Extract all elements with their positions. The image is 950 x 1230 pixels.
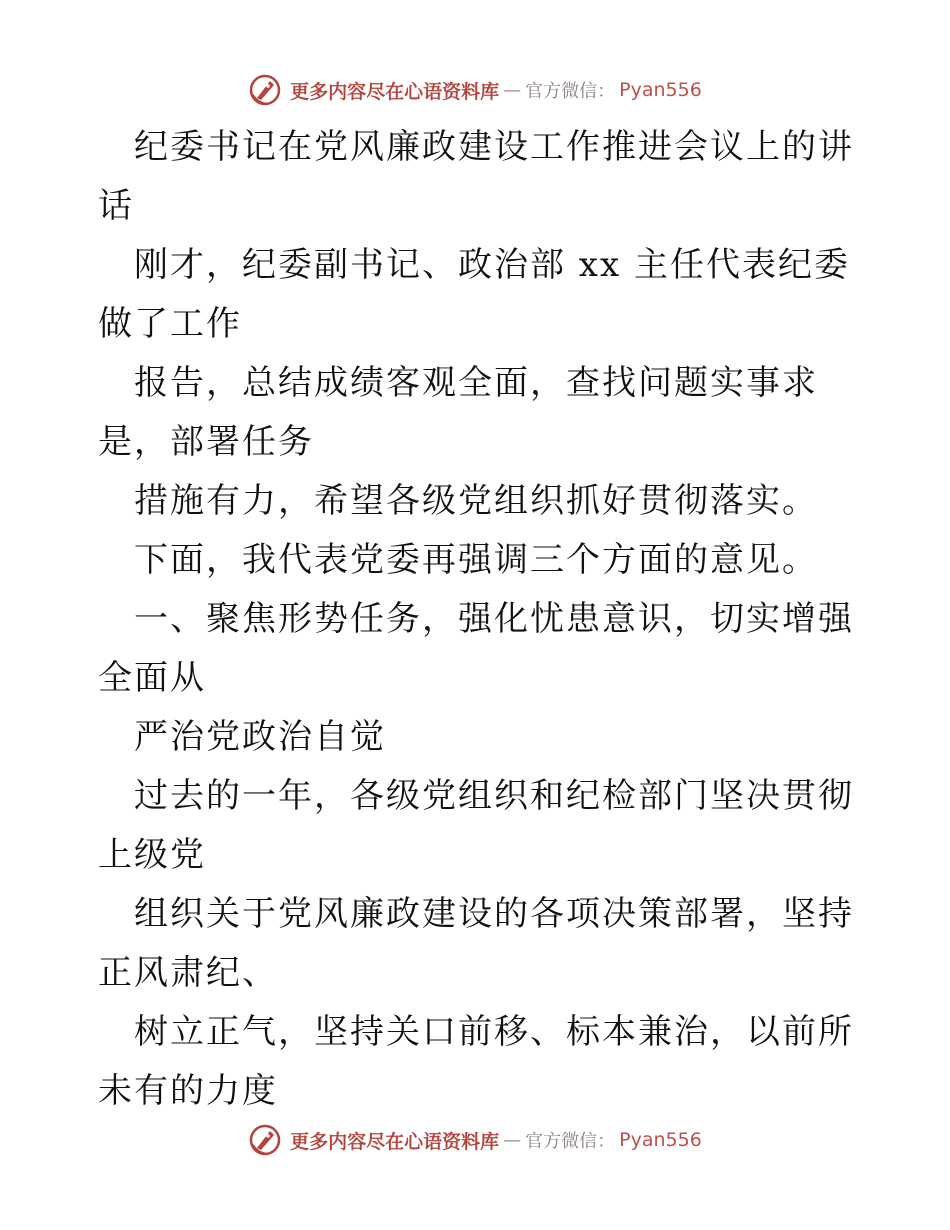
banner-separator: — [503, 1129, 522, 1151]
section-heading: 一、聚焦形势任务，强化忧患意识，切实增强全面从 [98, 599, 854, 698]
banner-wechat-label: 官方微信： [525, 1131, 616, 1152]
header-banner [0, 70, 950, 110]
banner-wechat-label: 官方微信： [525, 81, 616, 102]
pen-nib-logo-icon [248, 73, 282, 107]
banner-wechat-id: Pyan556 [619, 1129, 702, 1151]
paragraph: 刚才，纪委副书记、政治部 xx 主任代表纪委做了工作 [98, 245, 850, 344]
footer-banner [0, 1120, 950, 1160]
paragraph: 过去的一年，各级党组织和纪检部门坚决贯彻上级党 [98, 776, 854, 875]
banner-wechat-id: Pyan556 [619, 79, 702, 101]
paragraph: 措施有力，希望各级党组织抓好贯彻落实。 [134, 481, 818, 521]
paragraph: 树立正气，坚持关口前移、标本兼治，以前所未有的力度 [98, 1012, 854, 1111]
document-title: 纪委书记在党风廉政建设工作推进会议上的讲话 [98, 127, 854, 226]
pen-nib-logo-icon [248, 1123, 282, 1157]
banner-title: 更多内容尽在心语资料库 [290, 1130, 500, 1153]
document-body [98, 118, 858, 1121]
banner-separator: — [503, 79, 522, 101]
section-heading-continued: 严治党政治自觉 [134, 717, 386, 757]
paragraph: 组织关于党风廉政建设的各项决策部署，坚持正风肃纪、 [98, 894, 854, 993]
paragraph: 报告，总结成绩客观全面，查找问题实事求是，部署任务 [98, 363, 818, 462]
banner-title: 更多内容尽在心语资料库 [290, 80, 500, 103]
paragraph: 下面，我代表党委再强调三个方面的意见。 [134, 540, 818, 580]
